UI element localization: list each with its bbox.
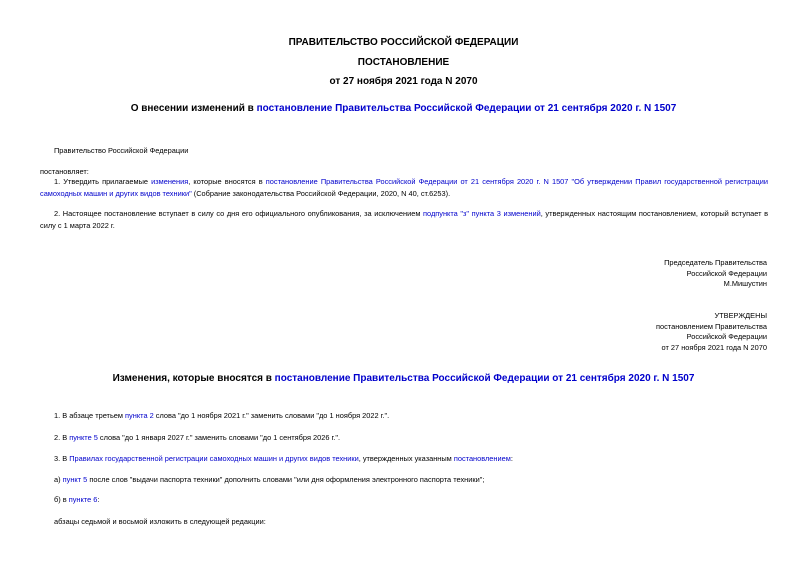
change-3-link-rules[interactable]: Правилах государственной регистрации самоходных машин и других видов техники — [69, 454, 359, 463]
change-2-text-b: слова "до 1 января 2027 г." заменить словами "до 1 сентября 2026 г.". — [97, 433, 341, 442]
change-3-text-a: 3. В — [54, 454, 70, 463]
document-type: ПОСТАНОВЛЕНИЕ — [357, 57, 450, 68]
change-1-text-b: слова "до 1 ноября 2021 г." заменить словами "до 1 ноября 2022 г.". — [153, 411, 390, 420]
change-3-text-c: : — [510, 454, 513, 463]
p1-text-b: , которые вносятся в — [188, 177, 266, 186]
title-link[interactable]: постановление Правительства Российской Федерации от 21 сентября 2020 г. N 1507 — [256, 103, 677, 114]
resolves-label: постановляет: — [40, 167, 89, 176]
change-b-text-a: б) в — [54, 495, 69, 504]
title-prefix: О внесении изменений в — [130, 103, 257, 114]
changes-title-prefix: Изменения, которые вносятся в — [112, 373, 275, 384]
change-b-link[interactable]: пункте 6 — [68, 495, 98, 504]
changes-title-link[interactable]: постановление Правительства Российской Федерации от 21 сентября 2020 г. N 1507 — [274, 373, 695, 384]
signature-block — [664, 258, 767, 290]
paragraph-2 — [40, 208, 768, 231]
paragraph-1 — [40, 176, 768, 199]
p1-text-c: (Собрание законодательства Российской Федерации, 2020, N 40, ст.6253). — [191, 188, 451, 198]
document-date: от 27 ноября 2021 года N 2070 — [329, 76, 478, 87]
change-a-link[interactable]: пункт 5 — [62, 475, 88, 484]
approved-line-4: от 27 ноября 2021 года N 2070 — [661, 342, 767, 352]
p2-link-subpoint[interactable]: подпункта "з" пункта 3 изменений — [423, 209, 541, 218]
change-item-1 — [54, 410, 389, 422]
change-3-link-resolution[interactable]: постановлением — [453, 454, 511, 463]
change-item-3 — [54, 453, 513, 465]
change-item-c: абзацы седьмой и восьмой изложить в следующей редакции: — [54, 517, 266, 526]
change-a-text-b: после слов "выдачи паспорта техники" дополнить словами "или дня оформления электронного паспорта техники"; — [87, 475, 485, 484]
change-item-a — [54, 474, 484, 486]
signature-line-1: Председатель Правительства — [664, 258, 767, 267]
p2-text-a: 2. Настоящее постановление вступает в силу со дня его официального опубликования, за исключением — [54, 209, 424, 218]
approved-block — [656, 311, 767, 353]
change-a-text-a: а) — [54, 475, 63, 484]
approved-line-1: УТВЕРЖДЕНЫ — [714, 311, 767, 320]
signature-line-2: Российской Федерации — [686, 268, 767, 278]
change-1-text-a: 1. В абзаце третьем — [54, 411, 126, 420]
p1-text-a: 1. Утвердить прилагаемые — [54, 177, 152, 186]
change-b-text-b: : — [97, 495, 100, 504]
government-heading: ПРАВИТЕЛЬСТВО РОССИЙСКОЙ ФЕДЕРАЦИИ — [288, 37, 519, 48]
government-name: Правительство Российской Федерации — [54, 146, 189, 155]
change-2-text-a: 2. В — [54, 433, 70, 442]
signature-name: М.Мишустин — [723, 279, 767, 288]
approved-line-2: постановлением Правительства — [656, 321, 767, 331]
p1-link-changes[interactable]: изменения — [151, 177, 189, 186]
change-2-link[interactable]: пункте 5 — [69, 433, 98, 442]
p1-link-resolution[interactable]: постановление Правительства Российской Федерации от 21 сентября 2020 г. N 1507 "Об утверждении Правил государственной регистрации самоходных машин и других видов техники" — [40, 177, 768, 198]
p2-text-b: , утвержденных настоящим постановлением, который вступает в силу с 1 марта 2022 г. — [40, 209, 768, 230]
change-1-link[interactable]: пункта 2 — [125, 411, 154, 420]
change-item-2 — [54, 432, 340, 444]
change-3-text-b: , утвержденных указанным — [358, 454, 454, 463]
change-item-b — [54, 494, 99, 506]
changes-title — [0, 373, 807, 384]
document-title — [0, 103, 807, 114]
approved-line-3: Российской Федерации — [686, 332, 767, 341]
